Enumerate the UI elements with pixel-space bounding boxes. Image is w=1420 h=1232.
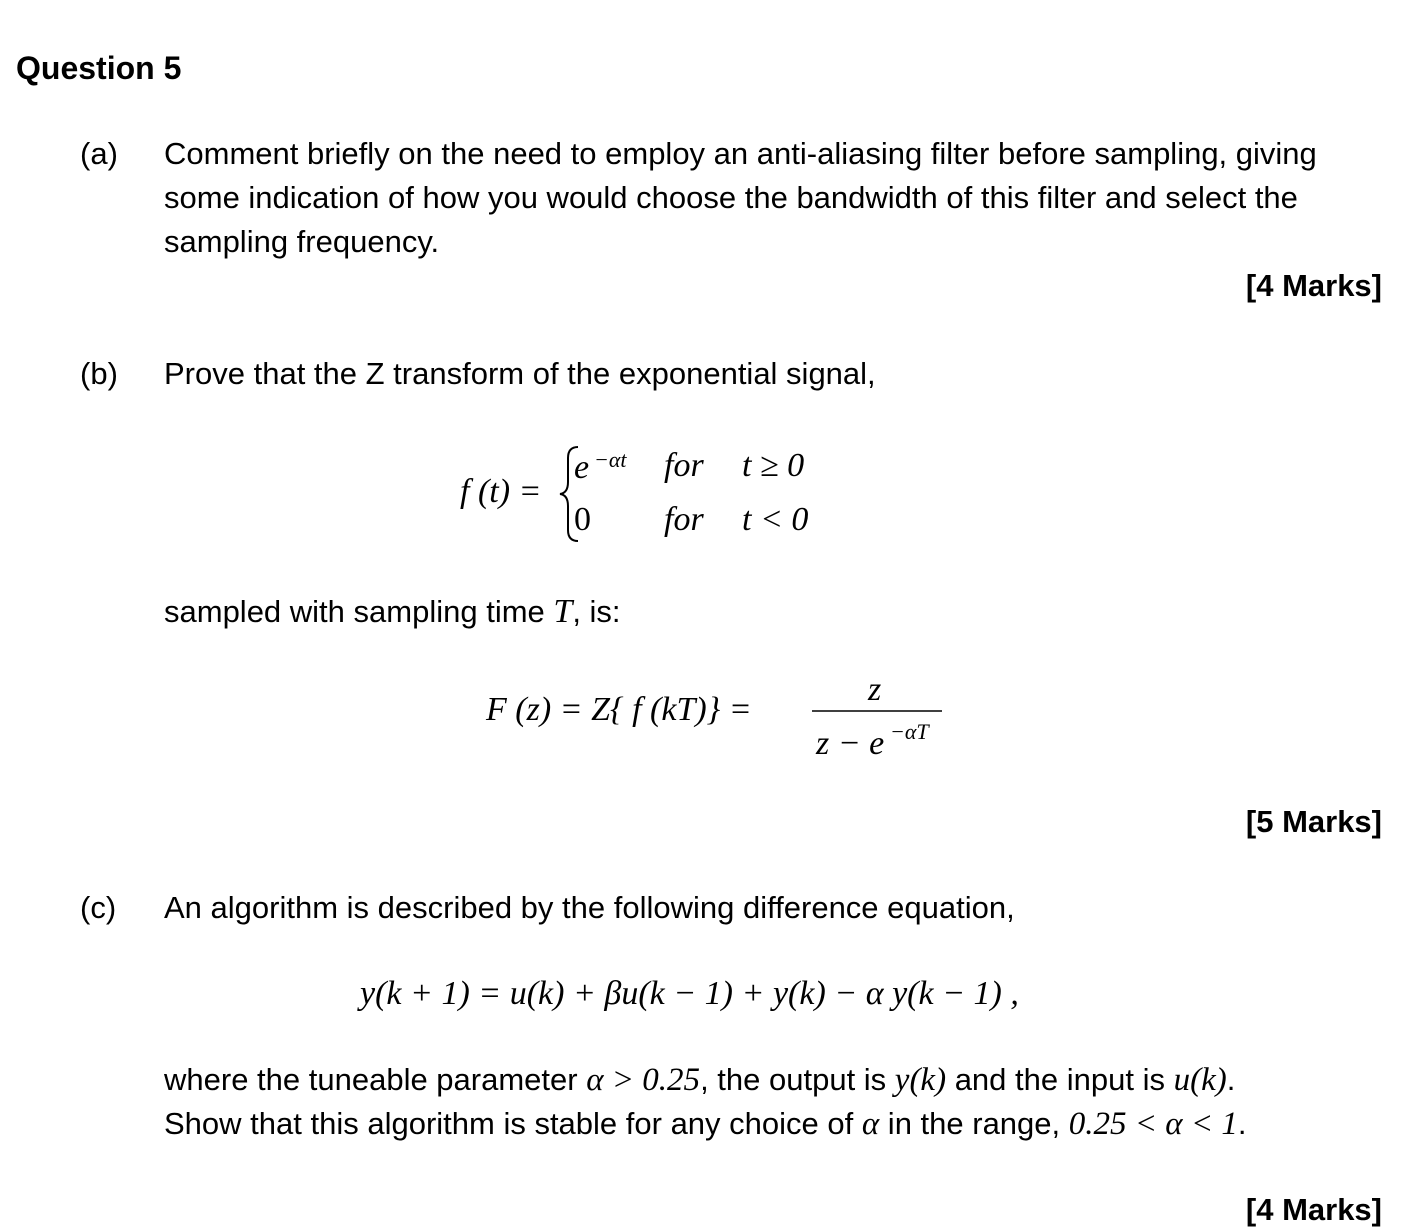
sampled-text-var: T [553, 593, 573, 630]
part-b-label: (b) [80, 356, 118, 391]
line2-text-2: in the range, [879, 1106, 1069, 1141]
line2-math-2: 0.25 < α < 1 [1068, 1106, 1238, 1142]
line2-text-1: Show that this algorithm is stable for any choice of [164, 1106, 862, 1141]
line2-math-1: α [861, 1106, 880, 1142]
part-c-line-2 [164, 1102, 1247, 1146]
case2-for: for [664, 501, 704, 538]
sampled-text [164, 590, 621, 634]
difference-equation: y(k + 1) = u(k) + βu(k − 1) + y(k) − α y(k − 1) , [360, 975, 1019, 1012]
question-title: Question 5 [16, 50, 182, 86]
line1-math-3: u(k) [1173, 1062, 1227, 1098]
part-c-line-1 [164, 1058, 1235, 1102]
line1-text-3: and the input is [946, 1062, 1174, 1097]
case2-value: 0 [574, 501, 591, 538]
line1-text-2: , the output is [700, 1062, 895, 1097]
part-a-label: (a) [80, 136, 118, 171]
part-a-line-3: sampling frequency. [164, 224, 440, 259]
line1-math-2: y(k) [894, 1062, 947, 1098]
part-b-marks: [5 Marks] [1245, 804, 1382, 839]
case1-for: for [664, 447, 704, 484]
case2-condition: t < 0 [742, 501, 809, 538]
part-a-line-2: some indication of how you would choose the bandwidth of this filter and select the [164, 180, 1298, 215]
sampled-text-pre: sampled with sampling time [164, 594, 554, 629]
ztransform-denominator-exponent: −αT [890, 719, 929, 744]
line1-text-1: where the tuneable parameter [164, 1062, 587, 1097]
part-c-label: (c) [80, 890, 117, 925]
part-a-marks: [4 Marks] [1245, 268, 1382, 303]
line2-text-3: . [1237, 1106, 1247, 1141]
line1-text-4: . [1226, 1062, 1236, 1097]
part-c-marks-clip [1245, 1188, 1382, 1227]
part-a-line-1: Comment briefly on the need to employ an anti-aliasing filter before sampling, giving [164, 136, 1317, 171]
ztransform-numerator: z [868, 671, 882, 708]
sampled-text-post: , is: [572, 594, 621, 629]
part-c-intro: An algorithm is described by the following difference equation, [164, 890, 1015, 925]
line1-math-1: α > 0.25 [586, 1062, 701, 1098]
part-b-intro: Prove that the Z transform of the exponential signal, [164, 356, 876, 391]
case1-value: e [574, 449, 590, 486]
piecewise-lhs: f (t) = [460, 473, 542, 510]
ztransform-lhs: F (z) = Z{ f (kT)} = [486, 691, 752, 728]
part-c-marks: [4 Marks] [1245, 1192, 1382, 1227]
ztransform-denominator: z − e [816, 725, 885, 762]
case1-exponent: −αt [594, 447, 627, 472]
case1-condition: t ≥ 0 [742, 447, 805, 484]
